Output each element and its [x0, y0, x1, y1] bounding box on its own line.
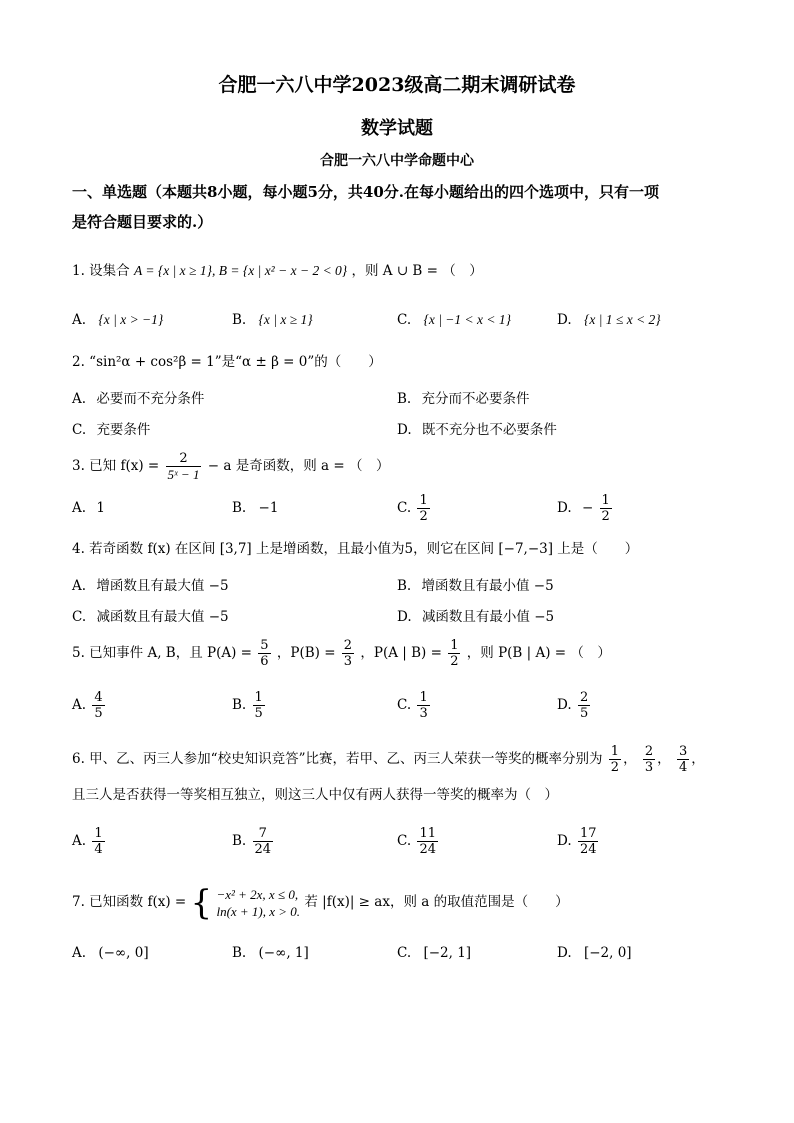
- option-text: [−2, 0]: [583, 945, 632, 961]
- question-7-option-a: [72, 944, 149, 962]
- option-fraction: [417, 826, 438, 857]
- option-label: D.: [397, 422, 412, 438]
- fraction-numerator: 4: [94, 690, 103, 705]
- question-2-option-b: [397, 390, 530, 408]
- option-text: {x | x ≥ 1}: [258, 312, 313, 327]
- option-text: 既不充分也不必要条件: [421, 422, 557, 438]
- fraction-numerator: 1: [450, 638, 459, 653]
- question-6-option-a: [72, 824, 107, 858]
- question-5-mid1: ，P(B) =: [276, 645, 336, 661]
- question-1-option-a: [72, 311, 163, 329]
- fraction-denominator: 5: [94, 706, 103, 721]
- option-label: A.: [72, 945, 87, 961]
- question-5-prefix: 5. 已知事件 A, B，且 P(A) =: [72, 645, 252, 661]
- option-label: C.: [397, 697, 412, 713]
- option-text: (−∞, 1]: [258, 945, 309, 961]
- exam-source: 合肥一六八中学命题中心: [320, 153, 474, 169]
- question-1-tail: ，则 A ∪ B = （ ）: [351, 263, 483, 279]
- question-4-option-a: [72, 577, 229, 595]
- section-heading-line1: 一、单选题（本题共8小题，每小题5分，共40分.在每小题给出的四个选项中，只有一项: [72, 183, 659, 201]
- fraction-numerator: 1: [419, 493, 428, 508]
- fraction-denominator: 6: [260, 654, 269, 669]
- exam-title: 合肥一六八中学2023级高二期末调研试卷: [218, 74, 576, 96]
- fraction-numerator: 2: [166, 451, 202, 467]
- question-3-option-d: [557, 491, 614, 525]
- question-6-text: 6. 甲、乙、丙三人参加“校史知识竞答”比赛，若甲、乙、丙三人荣获一等奖的概率分别为: [72, 751, 603, 767]
- fraction-denominator: 5: [254, 706, 263, 721]
- question-6-option-b: [232, 824, 275, 858]
- fraction-denominator: 2: [610, 760, 620, 775]
- option-fraction: [253, 690, 265, 721]
- question-7-stem: [72, 880, 569, 924]
- option-label: C.: [397, 312, 412, 328]
- option-label: A.: [72, 697, 87, 713]
- option-fraction: [92, 826, 104, 857]
- question-6-prob-1: [609, 744, 621, 775]
- option-fraction: [578, 690, 590, 721]
- question-6-prob-3: [677, 744, 689, 775]
- fraction-denominator: 2: [601, 509, 610, 524]
- question-3-fraction: [166, 451, 202, 482]
- question-3-option-b: [232, 499, 278, 517]
- question-5-stem: [72, 634, 611, 672]
- piecewise-case-2: ln(x + 1), x > 0.: [216, 903, 301, 919]
- question-3-option-c: [397, 491, 432, 525]
- fraction-denominator: 24: [254, 842, 272, 857]
- question-6-line2: 且三人是否获得一等奖相互独立，则这三人中仅有两人获得一等奖的概率为（ ）: [72, 787, 558, 803]
- option-text: −1: [258, 500, 279, 516]
- option-label: C.: [72, 422, 87, 438]
- fraction-numerator: 2: [644, 744, 654, 759]
- option-label: D.: [557, 945, 572, 961]
- question-4-option-c: [72, 608, 229, 626]
- option-text: 充分而不必要条件: [421, 391, 530, 407]
- option-text: (−∞, 0]: [98, 945, 149, 961]
- question-5-suffix: ，则 P(B | A) = （ ）: [466, 645, 611, 661]
- question-6-option-c: [397, 824, 440, 858]
- option-label: B.: [232, 500, 247, 516]
- option-text: [−2, 1]: [423, 945, 472, 961]
- option-label: D.: [557, 312, 572, 328]
- question-1-number: 1. 设集合: [72, 263, 130, 279]
- option-text: 增函数且有最小值 −5: [421, 578, 554, 594]
- option-text: 1: [96, 500, 105, 516]
- piecewise-case-1: −x² + 2x, x ≤ 0,: [216, 886, 299, 902]
- option-label: B.: [232, 697, 247, 713]
- fraction-numerator: 1: [254, 690, 263, 705]
- fraction-denominator: 5: [579, 706, 589, 721]
- question-2-option-d: [397, 421, 557, 439]
- option-label: B.: [232, 833, 247, 849]
- option-text: {x | −1 < x < 1}: [423, 312, 512, 327]
- fraction-denominator: 2: [450, 654, 459, 669]
- option-text: {x | x > −1}: [98, 312, 164, 327]
- option-label: C.: [397, 833, 412, 849]
- option-label: C.: [72, 609, 87, 625]
- option-fraction: [92, 690, 104, 721]
- question-7-option-d: [557, 944, 632, 962]
- question-1-sets: A = {x | x ≥ 1}, B = {x | x² − x − 2 < 0}: [133, 263, 348, 278]
- question-6-prob-2: [643, 744, 655, 775]
- option-label: B.: [232, 312, 247, 328]
- fraction-numerator: 1: [419, 690, 428, 705]
- fraction-denominator: 4: [678, 760, 688, 775]
- question-3-suffix: − a 是奇函数，则 a = （ ）: [207, 458, 390, 474]
- question-1-option-d: [557, 311, 661, 329]
- question-7-option-b: [232, 944, 309, 962]
- fraction-numerator: 11: [419, 826, 436, 841]
- question-1-stem: [72, 262, 483, 280]
- fraction-numerator: 1: [94, 826, 103, 841]
- fraction-numerator: 3: [678, 744, 688, 759]
- option-label: D.: [557, 833, 572, 849]
- fraction-denominator: 3: [644, 760, 654, 775]
- question-7-suffix: 若 |f(x)| ≥ ax，则 a 的取值范围是（ ）: [304, 894, 569, 910]
- option-label: D.: [557, 500, 572, 516]
- section-heading-line2: 是符合题目要求的.）: [72, 213, 213, 231]
- fraction-numerator: 7: [253, 826, 274, 842]
- option-text: 必要而不充分条件: [96, 391, 205, 407]
- fraction-numerator: 1: [601, 493, 610, 508]
- question-5-mid2: ，P(A | B) =: [360, 645, 442, 661]
- question-5-option-c: [397, 688, 432, 722]
- option-label: B.: [232, 945, 247, 961]
- fraction-denominator: 24: [579, 842, 597, 857]
- question-7-prefix: 7. 已知函数 f(x) =: [72, 894, 187, 910]
- option-text: 减函数且有最大值 −5: [96, 609, 229, 625]
- option-text: 充要条件: [96, 422, 151, 438]
- question-5-fraction-pb: [342, 638, 354, 669]
- question-3-option-a: [72, 499, 105, 517]
- question-3-prefix: 3. 已知 f(x) =: [72, 458, 160, 474]
- question-4-option-d: [397, 608, 554, 626]
- option-text: 增函数且有最大值 −5: [96, 578, 229, 594]
- question-1-option-c: [397, 311, 511, 329]
- question-5-option-d: [557, 688, 592, 722]
- question-5-option-b: [232, 688, 267, 722]
- option-label: A.: [72, 500, 87, 516]
- option-label: A.: [72, 391, 87, 407]
- question-2-option-c: [72, 421, 150, 439]
- option-label: C.: [397, 500, 412, 516]
- fraction-numerator: 1: [610, 744, 620, 759]
- question-4-stem: 4. 若奇函数 f(x) 在区间 [3,7] 上是增函数，且最小值为5，则它在区间 [−7,−3] 上是（ ）: [72, 541, 639, 557]
- option-label: A.: [72, 833, 87, 849]
- option-label: B.: [397, 391, 412, 407]
- fraction-numerator: 17: [579, 826, 597, 841]
- question-5-fraction-pa: [258, 638, 270, 669]
- fraction-denominator: 3: [343, 654, 353, 669]
- question-1-option-b: [232, 311, 313, 329]
- option-fraction: [578, 826, 599, 857]
- exam-subject: 数学试题: [361, 118, 433, 139]
- option-label: D.: [397, 609, 412, 625]
- question-5-option-a: [72, 688, 107, 722]
- question-7-piecewise: [216, 886, 300, 920]
- fraction-numerator: 5: [260, 638, 269, 653]
- option-label: A.: [72, 578, 87, 594]
- question-2-stem: 2. “sin²α + cos²β = 1”是“α ± β = 0”的（ ）: [72, 354, 382, 370]
- fraction-denominator: 4: [94, 842, 103, 857]
- question-3-stem: [72, 447, 389, 485]
- question-2-option-a: [72, 390, 204, 408]
- question-7-option-c: [397, 944, 471, 962]
- fraction-denominator: 2: [419, 509, 428, 524]
- option-label: B.: [397, 578, 412, 594]
- option-fraction: [253, 826, 274, 857]
- option-fraction: [417, 493, 429, 524]
- option-text: 减函数且有最小值 −5: [421, 609, 555, 625]
- option-text: {x | 1 ≤ x < 2}: [583, 312, 661, 327]
- option-fraction: [417, 690, 429, 721]
- question-5-fraction-pab: [448, 638, 460, 669]
- option-sign: −: [581, 500, 594, 516]
- question-6-option-d: [557, 824, 600, 858]
- brace-icon: {: [190, 882, 213, 923]
- question-6-line1: 6. 甲、乙、丙三人参加“校史知识竞答”比赛，若甲、乙、丙三人荣获一等奖的概率分别为 $\frac{1}{2}$ ， $\frac{2}{3}$ ， $\frac{3}{4}$ ，: [72, 744, 705, 775]
- option-label: A.: [72, 312, 87, 328]
- fraction-numerator: 2: [343, 638, 353, 653]
- fraction-denominator: 5ˣ − 1: [167, 467, 200, 482]
- option-label: D.: [557, 697, 572, 713]
- option-label: C.: [397, 945, 412, 961]
- fraction-denominator: 24: [419, 842, 436, 857]
- fraction-numerator: 2: [579, 690, 589, 705]
- fraction-denominator: 3: [419, 706, 428, 721]
- question-4-option-b: [397, 577, 554, 595]
- option-fraction: [600, 493, 612, 524]
